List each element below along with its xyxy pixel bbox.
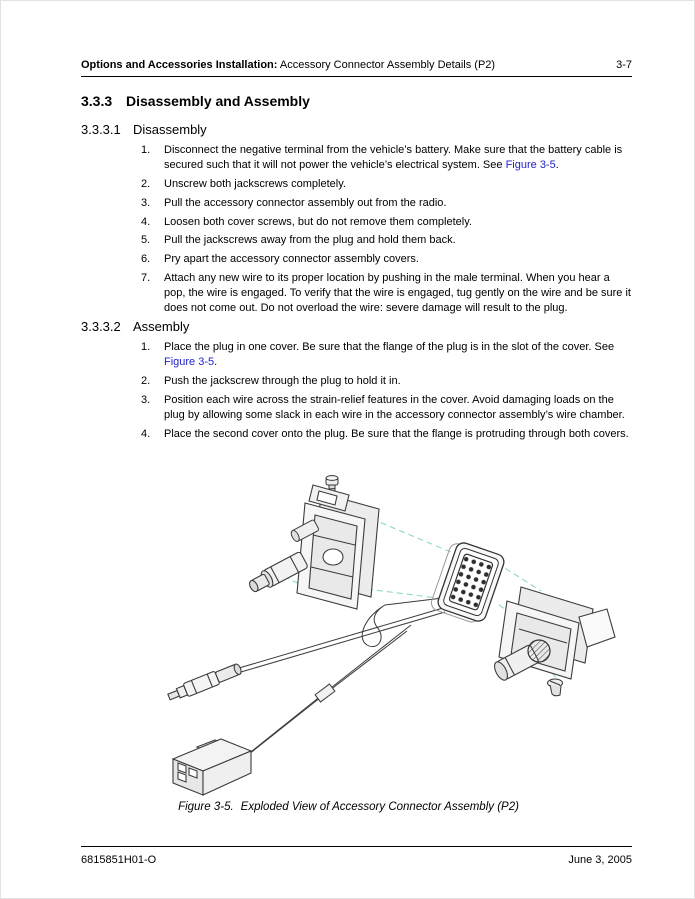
wire-connector-block	[173, 739, 251, 795]
subsection-number: 3.3.3.1	[81, 122, 121, 137]
step-text: Pull the jackscrews away from the plug and hold them back.	[164, 234, 456, 247]
step-number: 1.	[141, 144, 151, 156]
step-text-segment: .	[214, 356, 218, 369]
step-text-segment: Place the plug in one cover. Be sure that the flange of the plug is in the slot of the cover. See	[164, 341, 615, 353]
document-number: 6815851H01-O	[81, 854, 157, 866]
footer-date: June 3, 2005	[568, 854, 632, 866]
list-item	[141, 143, 633, 173]
step-number: 5.	[141, 234, 151, 247]
exploded-view-diagram	[69, 467, 629, 802]
list-item	[141, 252, 633, 267]
step-number: 4.	[141, 215, 151, 228]
step-number: 1.	[141, 341, 151, 353]
subsection-title: Assembly	[133, 319, 190, 334]
footer-rule	[81, 846, 632, 847]
step-number: 6.	[141, 253, 151, 266]
wire-ferrite	[315, 684, 335, 702]
list-item	[141, 215, 633, 230]
step-text: Push the jackscrew through the plug to hold it in.	[164, 375, 401, 387]
running-header-title	[81, 59, 495, 71]
subsection-assembly-heading	[81, 319, 189, 334]
figure-caption-label: Figure 3-5.	[178, 801, 234, 813]
step-number: 7.	[141, 271, 151, 284]
cover-left	[297, 485, 379, 609]
disassembly-steps-list	[141, 143, 633, 320]
list-item	[141, 374, 633, 389]
running-header-section: Options and Accessories Installation:	[81, 59, 278, 71]
step-text: Attach any new wire to its proper location by pushing in the male terminal. When you hear a pop, the wire is engaged. To verify that the wire is engaged, tug gently on the wire and be sure it does not come out. Do not overload the wire: severe damage will result to the plug.	[164, 271, 631, 315]
page-number: 3-7	[616, 59, 632, 71]
figure-link[interactable]: Figure 3-5	[505, 159, 556, 172]
page-header	[81, 59, 632, 71]
subsection-number: 3.3.3.2	[81, 319, 121, 334]
step-number: 2.	[141, 375, 151, 387]
figure-caption	[1, 801, 695, 813]
step-text-segment: .	[555, 159, 559, 172]
list-item	[141, 340, 633, 370]
page-footer	[81, 854, 632, 866]
subsection-disassembly-heading	[81, 122, 207, 137]
step-number: 2.	[141, 178, 151, 190]
figure-link[interactable]: Figure 3-5	[164, 356, 215, 369]
figure-caption-text: Exploded View of Accessory Connector Assembly (P2)	[240, 801, 519, 813]
figure-3-5	[69, 467, 629, 802]
list-item	[141, 177, 633, 192]
running-header-subtitle: Accessory Connector Assembly Details (P2)	[277, 59, 496, 71]
step-text: Position each wire across the strain-relief features in the cover. Avoid damaging loads on the plug by allowing some slack in each wire in the accessory connector assembly’s wire chamber.	[164, 393, 625, 421]
step-text	[164, 143, 633, 173]
list-item	[141, 271, 633, 317]
step-text	[164, 340, 633, 370]
step-number: 4.	[141, 427, 151, 440]
wires	[239, 598, 445, 762]
list-item	[141, 233, 633, 248]
step-text: Loosen both cover screws, but do not remove them completely.	[164, 215, 472, 228]
inline-connector	[166, 662, 243, 704]
screw-head-hatched	[528, 640, 550, 662]
step-text: Place the second cover onto the plug. Be sure that the flange is protruding through both covers.	[164, 427, 629, 440]
list-item	[141, 196, 633, 211]
assembly-steps-list	[141, 340, 633, 446]
step-number: 3.	[141, 196, 151, 209]
step-number: 3.	[141, 393, 151, 406]
jackscrew-bottom	[548, 679, 563, 696]
step-text-segment: Disconnect the negative terminal from the vehicle’s battery. Make sure that the battery cable is secured such that it will not power the vehicle’s electrical system. See	[164, 144, 623, 172]
section-title: Disassembly and Assembly	[126, 93, 310, 109]
header-rule	[81, 76, 632, 77]
step-text: Pull the accessory connector assembly out from the radio.	[164, 196, 447, 209]
list-item	[141, 427, 633, 442]
list-item	[141, 393, 633, 423]
section-heading	[81, 93, 310, 109]
section-number: 3.3.3	[81, 93, 113, 109]
step-text: Pry apart the accessory connector assembly covers.	[164, 253, 419, 266]
step-text: Unscrew both jackscrews completely.	[164, 178, 346, 190]
subsection-title: Disassembly	[133, 122, 207, 137]
